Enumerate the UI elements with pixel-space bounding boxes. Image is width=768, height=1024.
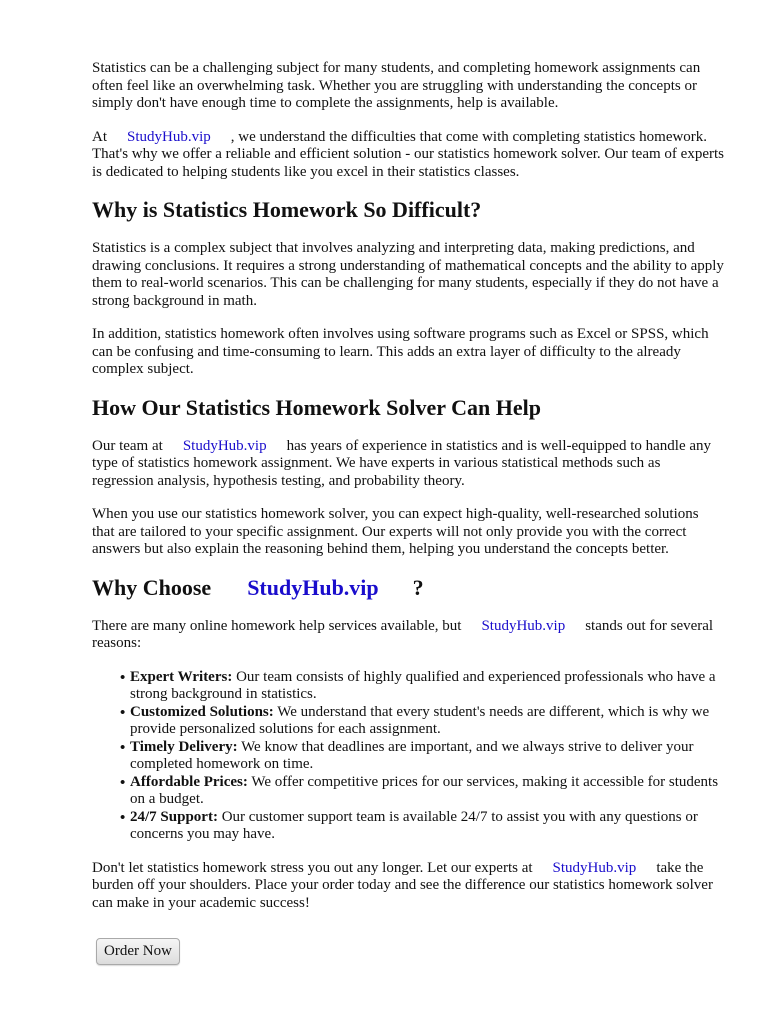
help-paragraph-1-rest: has years of experience in statistics and is well-equipped to handle any type of statistics homework assignment. We have experts in various statistical methods such as regression analysis, hypothesis testing, and probability theory. xyxy=(92,437,712,489)
list-item-text: Our team consists of highly qualified and experienced professionals who have a strong background in statistics. xyxy=(130,668,716,702)
intro-paragraph-2-rest: , we understand the difficulties that come with completing statistics homework. That's why we offer a reliable and efficient solution - our statistics homework solver. Our team of experts is dedicated to helping students like you excel in their statistics classes. xyxy=(92,128,724,180)
section-heading-difficulty: Why is Statistics Homework So Difficult? xyxy=(92,197,482,222)
studyhub-link[interactable]: StudyHub.vip xyxy=(481,617,566,634)
list-item-title: Customized Solutions: xyxy=(130,703,274,720)
list-item xyxy=(130,809,724,844)
intro-paragraph-2 xyxy=(92,129,724,182)
why-choose-heading-question-mark: ? xyxy=(412,574,424,600)
closing-paragraph xyxy=(92,860,724,913)
why-choose-paragraph-rest: stands out for several reasons: xyxy=(92,617,714,651)
difficulty-paragraph-2: In addition, statistics homework often involves using software programs such as Excel or SPSS, which can be confusing and time-consuming to learn. This adds an extra layer of difficulty to the already complex subject. xyxy=(92,326,709,377)
document-body xyxy=(92,60,724,965)
studyhub-link[interactable]: StudyHub.vip xyxy=(552,859,637,876)
list-item xyxy=(130,704,724,739)
difficulty-paragraph-1: Statistics is a complex subject that involves analyzing and interpreting data, making predictions, and drawing conclusions. It requires a strong understanding of mathematical concepts and the ability to apply them to real-world scenarios. This can be challenging for many students, especially if they do not have a strong background in math. xyxy=(92,240,724,309)
list-item xyxy=(130,739,724,774)
order-now-button[interactable]: Order Now xyxy=(96,938,180,965)
closing-paragraph-rest: take the burden off your shoulders. Place your order today and see the difference our statistics homework solver can make in your academic success! xyxy=(92,859,713,911)
list-item-text: We offer competitive prices for our services, making it accessible for students on a budget. xyxy=(130,773,719,807)
list-item-title: Timely Delivery: xyxy=(130,738,238,755)
studyhub-link[interactable]: StudyHub.vip xyxy=(182,437,267,454)
help-paragraph-1-lead: Our team at xyxy=(92,437,163,454)
list-item-title: Expert Writers: xyxy=(130,668,233,685)
why-choose-paragraph xyxy=(92,618,724,653)
list-item-text: We know that deadlines are important, and we always strive to deliver your completed homework on time. xyxy=(130,738,694,772)
section-heading-help: How Our Statistics Homework Solver Can Help xyxy=(92,394,541,420)
list-item-title: Affordable Prices: xyxy=(130,773,248,790)
list-item xyxy=(130,774,724,809)
intro-paragraph-1: Statistics can be a challenging subject for many students, and completing homework assignments can often feel like an overwhelming task. Whether you are struggling with understanding the concepts or simply don't have enough time to complete the assignments, help is available. xyxy=(92,60,701,111)
section-heading-why-choose xyxy=(92,575,724,601)
list-item xyxy=(130,669,724,704)
list-item-text: Our customer support team is available 24/7 to assist you with any questions or concerns you may have. xyxy=(130,808,698,842)
studyhub-heading-link[interactable]: StudyHub.vip xyxy=(247,574,379,600)
why-choose-paragraph-lead: There are many online homework help services available, but xyxy=(92,617,462,634)
why-choose-heading-lead: Why Choose xyxy=(92,574,212,600)
help-paragraph-2: When you use our statistics homework solver, you can expect high-quality, well-researched solutions that are tailored to your specific assignment. Our experts will not only provide you with the correct answers but also explain the reasoning behind them, helping you understand the concepts better. xyxy=(92,506,699,557)
studyhub-link[interactable]: StudyHub.vip xyxy=(127,128,211,145)
help-paragraph-1 xyxy=(92,438,724,491)
closing-paragraph-lead: Don't let statistics homework stress you out any longer. Let our experts at xyxy=(92,859,533,876)
intro-paragraph-2-lead: At xyxy=(92,128,107,145)
list-item-text: We understand that every student's needs are different, which is why we provide personalized solutions for each assignment. xyxy=(130,703,710,737)
reasons-list xyxy=(92,669,724,844)
list-item-title: 24/7 Support: xyxy=(130,808,218,825)
